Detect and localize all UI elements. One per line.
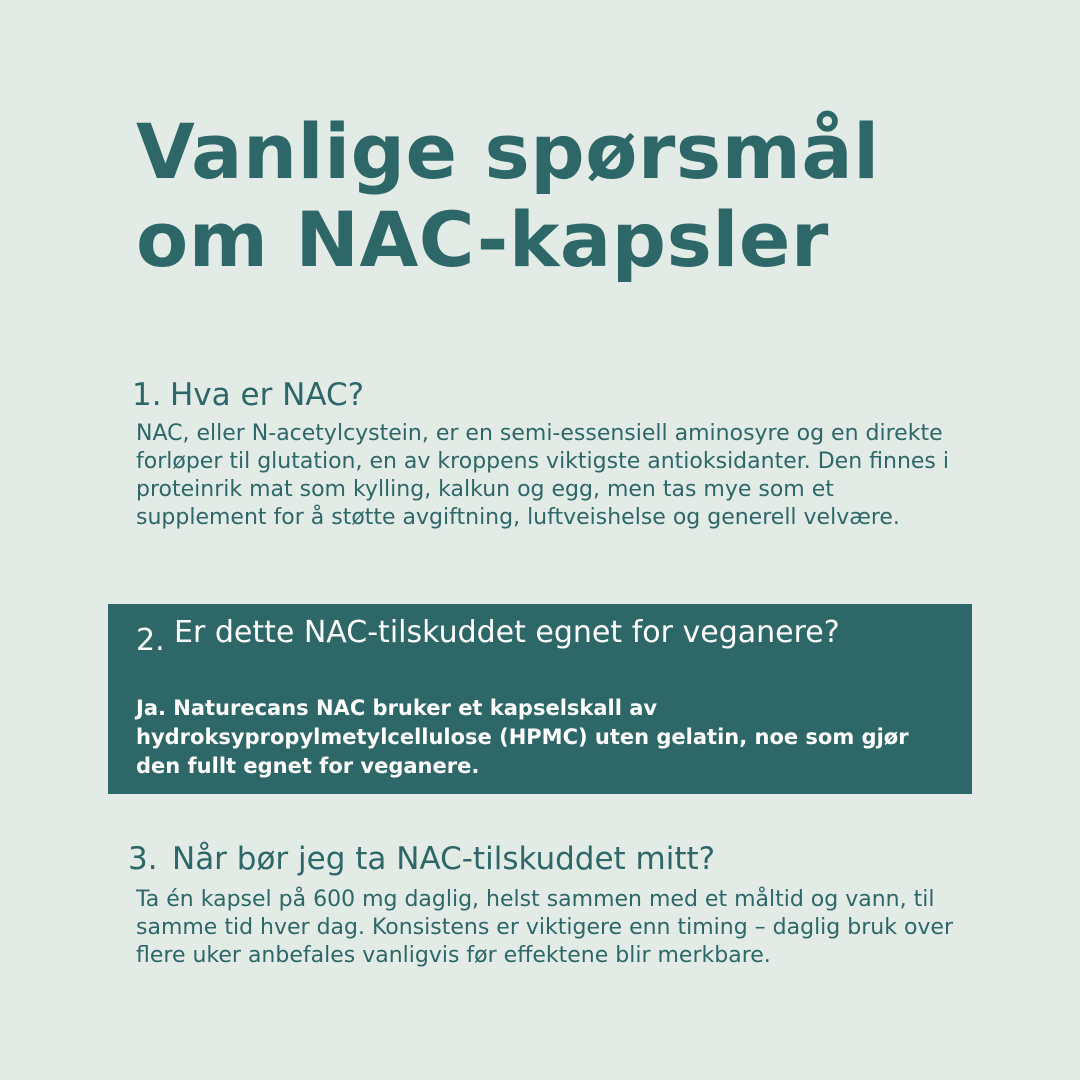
faq-answer-1: NAC, eller N-acetylcystein, er en semi-essensiell aminosyre og en direkte forløper til glutation, en av kroppens viktigste antioksidanter. Den finnes i proteinrik mat som kylling, kalkun og egg, men tas mye som et supplement for å støtte avgiftning, luftveishelse og generell velvære. xyxy=(136,421,950,530)
faq-answer-3: Ta én kapsel på 600 mg daglig, helst sammen med et måltid og vann, til samme tid hver dag. Konsistens er viktigere enn timing – daglig bruk over flere uker anbefales vanligvis før effektene blir merkbare. xyxy=(136,887,953,968)
faq-question-3 xyxy=(128,840,968,878)
faq-item-3 xyxy=(128,840,968,970)
faq-question-1 xyxy=(132,376,952,414)
page-title-line-2: om NAC-kapsler xyxy=(136,195,829,284)
faq-question-text-1: Hva er NAC? xyxy=(170,377,365,413)
faq-question-text-2: Er dette NAC-tilskuddet egnet for veganere? xyxy=(174,615,840,650)
faq-number-2: 2. xyxy=(136,623,165,658)
page-title-line-1: Vanlige spørsmål xyxy=(136,107,880,196)
faq-question-2 xyxy=(136,614,970,658)
faq-number-1: 1. xyxy=(132,377,162,413)
faq-number-3: 3. xyxy=(128,841,158,877)
faq-answer-2: Ja. Naturecans NAC bruker et kapselskall av hydroksypropylmetylcellulose (HPMC) uten gelatin, noe som gjør den fullt egnet for veganere. xyxy=(136,696,909,778)
faq-item-2 xyxy=(136,614,970,781)
page-title xyxy=(136,108,1036,284)
faq-item-1 xyxy=(132,376,952,532)
faq-question-text-3: Når bør jeg ta NAC-tilskuddet mitt? xyxy=(172,841,716,877)
